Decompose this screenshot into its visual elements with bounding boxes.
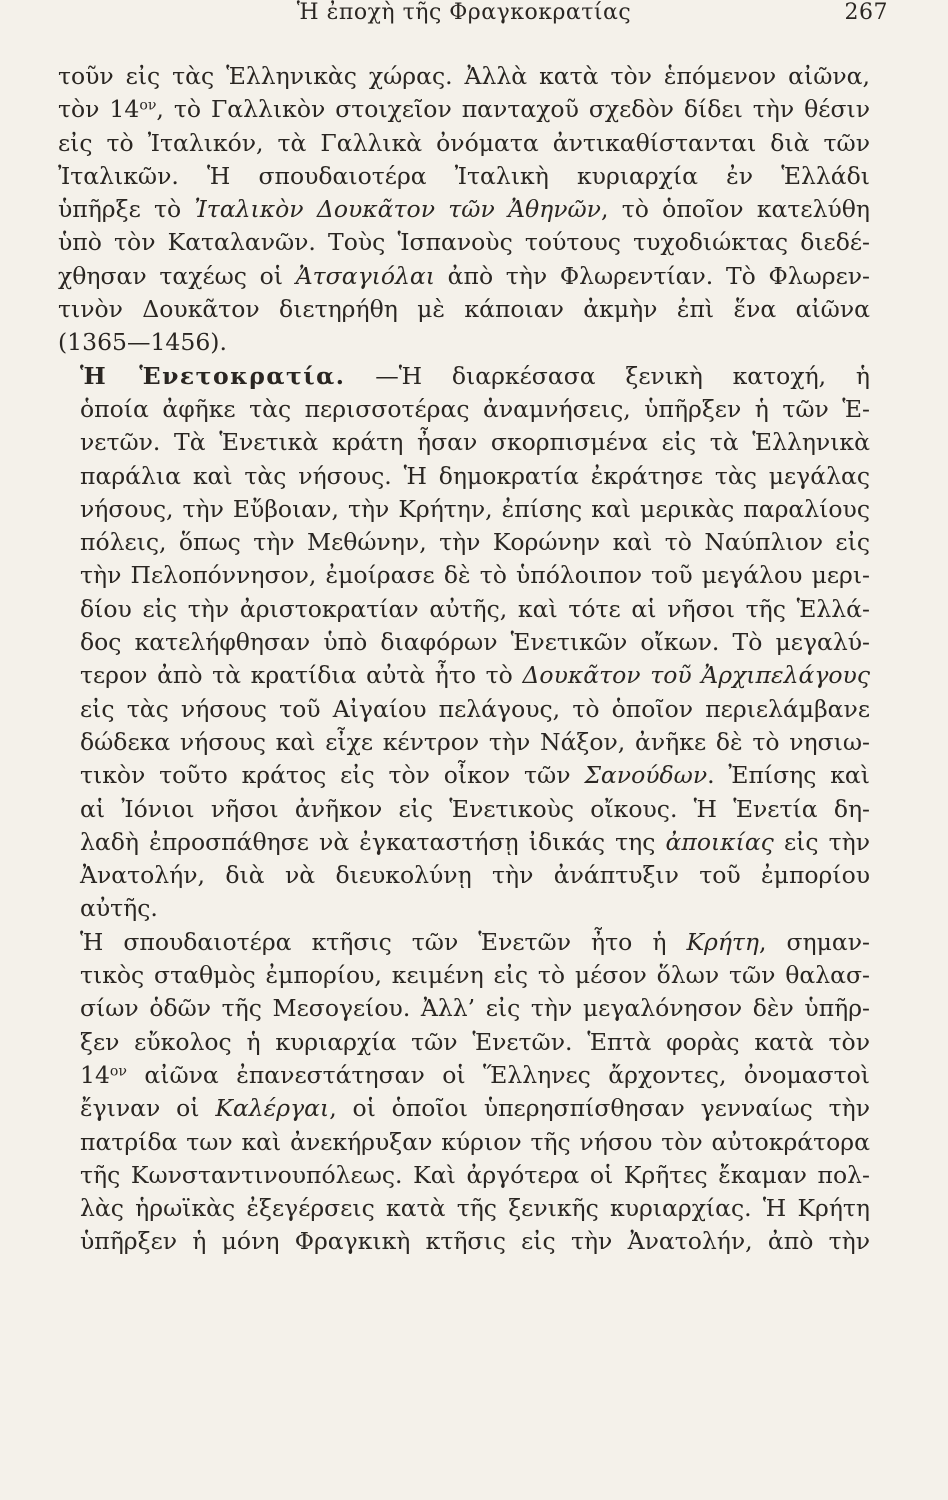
text-line: δος κατελήφθησαν ὑπὸ διαφόρων Ἑνετικῶν οἴκων. Τὸ μεγαλύ- (80, 628, 870, 657)
italic-term: Ἰταλικὸν Δουκᾶτον τῶν Ἀθηνῶν (194, 195, 601, 224)
paragraph-athens-duchy (58, 60, 870, 360)
text-line: (1365—1456). (58, 328, 227, 357)
text-line: πατρίδα των καὶ ἀνεκήρυξαν κύριον τῆς νήσου τὸν αὐτοκράτορα (80, 1127, 870, 1156)
section-lead-in: Ἡ Ἑνετοκρατία. (80, 361, 346, 390)
text-line: τινὸν Δουκᾶτον διετηρήθη μὲ κάποιαν ἀκμὴν ἐπὶ ἕνα αἰῶνα (58, 295, 870, 324)
text-line: τικὸς σταθμὸς ἐμπορίου, κειμένη εἰς τὸ μέσον ὅλων τῶν θαλασ- (80, 961, 870, 990)
italic-term: Δουκᾶτον τοῦ Ἀρχιπελάγους (522, 661, 870, 690)
text-line: λαδὴ ἐπροσπάθησε νὰ ἐγκαταστήσῃ ἰδικάς της ἀποικίας εἰς τὴν (80, 827, 871, 856)
paragraph-crete (58, 926, 870, 1259)
text-line: ὁποία ἀφῆκε τὰς περισσοτέρας ἀναμνήσεις, ὑπῆρξεν ἡ τῶν Ἑ- (80, 394, 870, 423)
text-line: δώδεκα νήσους καὶ εἶχε κέντρον τὴν Νάξον, ἀνῆκε δὲ τὸ νησιω- (80, 727, 870, 756)
text-line: Ἀνατολήν, διὰ νὰ διευκολύνῃ τὴν ἀνάπτυξιν τοῦ ἐμπορίου (80, 861, 870, 890)
text-line: τερον ἀπὸ τὰ κρατίδια αὐτὰ ἦτο τὸ Δουκᾶτον τοῦ Ἀρχιπελάγους (80, 661, 870, 690)
italic-term: Ἀτσαγιόλαι (295, 261, 435, 290)
text-line: εἰς τὰς νήσους τοῦ Αἰγαίου πελάγους, τὸ ὁποῖον περιελάμβανε (80, 694, 870, 723)
text-line: δίου εἰς τὴν ἀριστοκρατίαν αὐτῆς, καὶ τότε αἱ νῆσοι τῆς Ἑλλά- (80, 594, 870, 623)
text-line: ξεν εὔκολος ἡ κυριαρχία τῶν Ἑνετῶν. Ἑπτὰ φορὰς κατὰ τὸν (80, 1027, 870, 1056)
text-line: τὴν Πελοπόννησον, ἐμοίρασε δὲ τὸ ὑπόλοιπον τοῦ μεγάλου μερι- (80, 561, 870, 590)
text-line: αὐτῆς. (80, 894, 158, 923)
text-line: αἱ Ἰόνιοι νῆσοι ἀνῆκον εἰς Ἑνετικοὺς οἴκους. Ἡ Ἑνετία δη- (80, 794, 870, 823)
text-line: λὰς ἡρωϊκὰς ἐξεγέρσεις κατὰ τῆς ξενικῆς κυριαρχίας. Ἡ Κρήτη (80, 1194, 870, 1223)
text-line: $14^{o\nu}$ αἰῶνα ἐπανεστάτησαν οἱ Ἕλληνες ἄρχοντες, ὀνομαστοὶ (80, 1060, 870, 1089)
text-line: ὑπὸ τὸν Καταλανῶν. Τοὺς Ἱσπανοὺς τούτους τυχοδιώκτας διεδέ- (58, 228, 870, 257)
italic-term: Σανούδων (584, 761, 708, 790)
text-line: σίων ὁδῶν τῆς Μεσογείου. Ἀλλ’ εἰς τὴν μεγαλόνησον δὲν ὑπῆρ- (80, 994, 870, 1023)
text-line: εἰς τὸ Ἰταλικόν, τὰ Γαλλικὰ ὀνόματα ἀντικαθίστανται διὰ τῶν (58, 128, 870, 157)
text-line: Ἡ Ἑνετοκρατία. —Ἡ διαρκέσασα ξενικὴ κατοχή, ἡ (80, 361, 871, 390)
paragraph-venetian-rule (58, 360, 870, 926)
text-line: Ἰταλικῶν. Ἡ σπουδαιοτέρα Ἰταλικὴ κυριαρχία ἐν Ἑλλάδι (58, 161, 870, 190)
text-line: νήσους, τὴν Εὔβοιαν, τὴν Κρήτην, ἐπίσης καὶ μερικὰς παραλίους (80, 494, 870, 523)
text-line: παράλια καὶ τὰς νήσους. Ἡ δημοκρατία ἐκράτησε τὰς μεγάλας (80, 461, 870, 490)
text-line: ὑπῆρξε τὸ Ἰταλικὸν Δουκᾶτον τῶν Ἀθηνῶν, τὸ ὁποῖον κατελύθη (58, 195, 871, 224)
text-line: Ἡ σπουδαιοτέρα κτῆσις τῶν Ἑνετῶν ἦτο ἡ Κρήτη, σημαν- (80, 927, 870, 956)
body-text (58, 60, 870, 1259)
text-line: νετῶν. Τὰ Ἑνετικὰ κράτη ἦσαν σκορπισμένα εἰς τὰ Ἑλληνικὰ (80, 428, 870, 457)
text-line: ἔγιναν οἱ Καλέργαι, οἱ ὁποῖοι ὑπερησπίσθησαν γενναίως τὴν (80, 1094, 870, 1123)
text-line: χθησαν ταχέως οἱ Ἀτσαγιόλαι ἀπὸ τὴν Φλωρεντίαν. Τὸ Φλωρεν- (58, 261, 871, 290)
italic-term: Καλέργαι (215, 1094, 330, 1123)
text-line: τικὸν τοῦτο κράτος εἰς τὸν οἶκον τῶν Σανούδων. Ἐπίσης καὶ (80, 761, 871, 790)
text-line: τῆς Κωνσταντινουπόλεως. Καὶ ἀργότερα οἱ Κρῆτες ἔκαμαν πολ- (80, 1160, 870, 1189)
text-line: ὑπῆρξεν ἡ μόνη Φραγκικὴ κτῆσις εἰς τὴν Ἀνατολήν, ἀπὸ τὴν (80, 1227, 870, 1256)
superscript: ον (109, 1063, 127, 1080)
superscript: ον (139, 97, 157, 114)
italic-term: ἀποικίας (665, 827, 774, 856)
text-line: πόλεις, ὅπως τὴν Μεθώνην, τὴν Κορώνην καὶ τὸ Ναύπλιον εἰς (80, 528, 870, 557)
running-title: Ἡ ἐποχὴ τῆς Φραγκοκρατίας (296, 0, 632, 25)
text-line: τοῦν εἰς τὰς Ἑλληνικὰς χώρας. Ἀλλὰ κατὰ τὸν ἑπόμενον αἰῶνα, (58, 62, 870, 90)
text-line: τὸν $14^{o\nu}$, τὸ Γαλλικὸν στοιχεῖον πανταχοῦ σχεδὸν δίδει τὴν θέσιν (58, 95, 870, 124)
italic-term: Κρήτη (686, 927, 759, 956)
page-number: 267 (844, 0, 888, 25)
running-head (58, 0, 888, 40)
